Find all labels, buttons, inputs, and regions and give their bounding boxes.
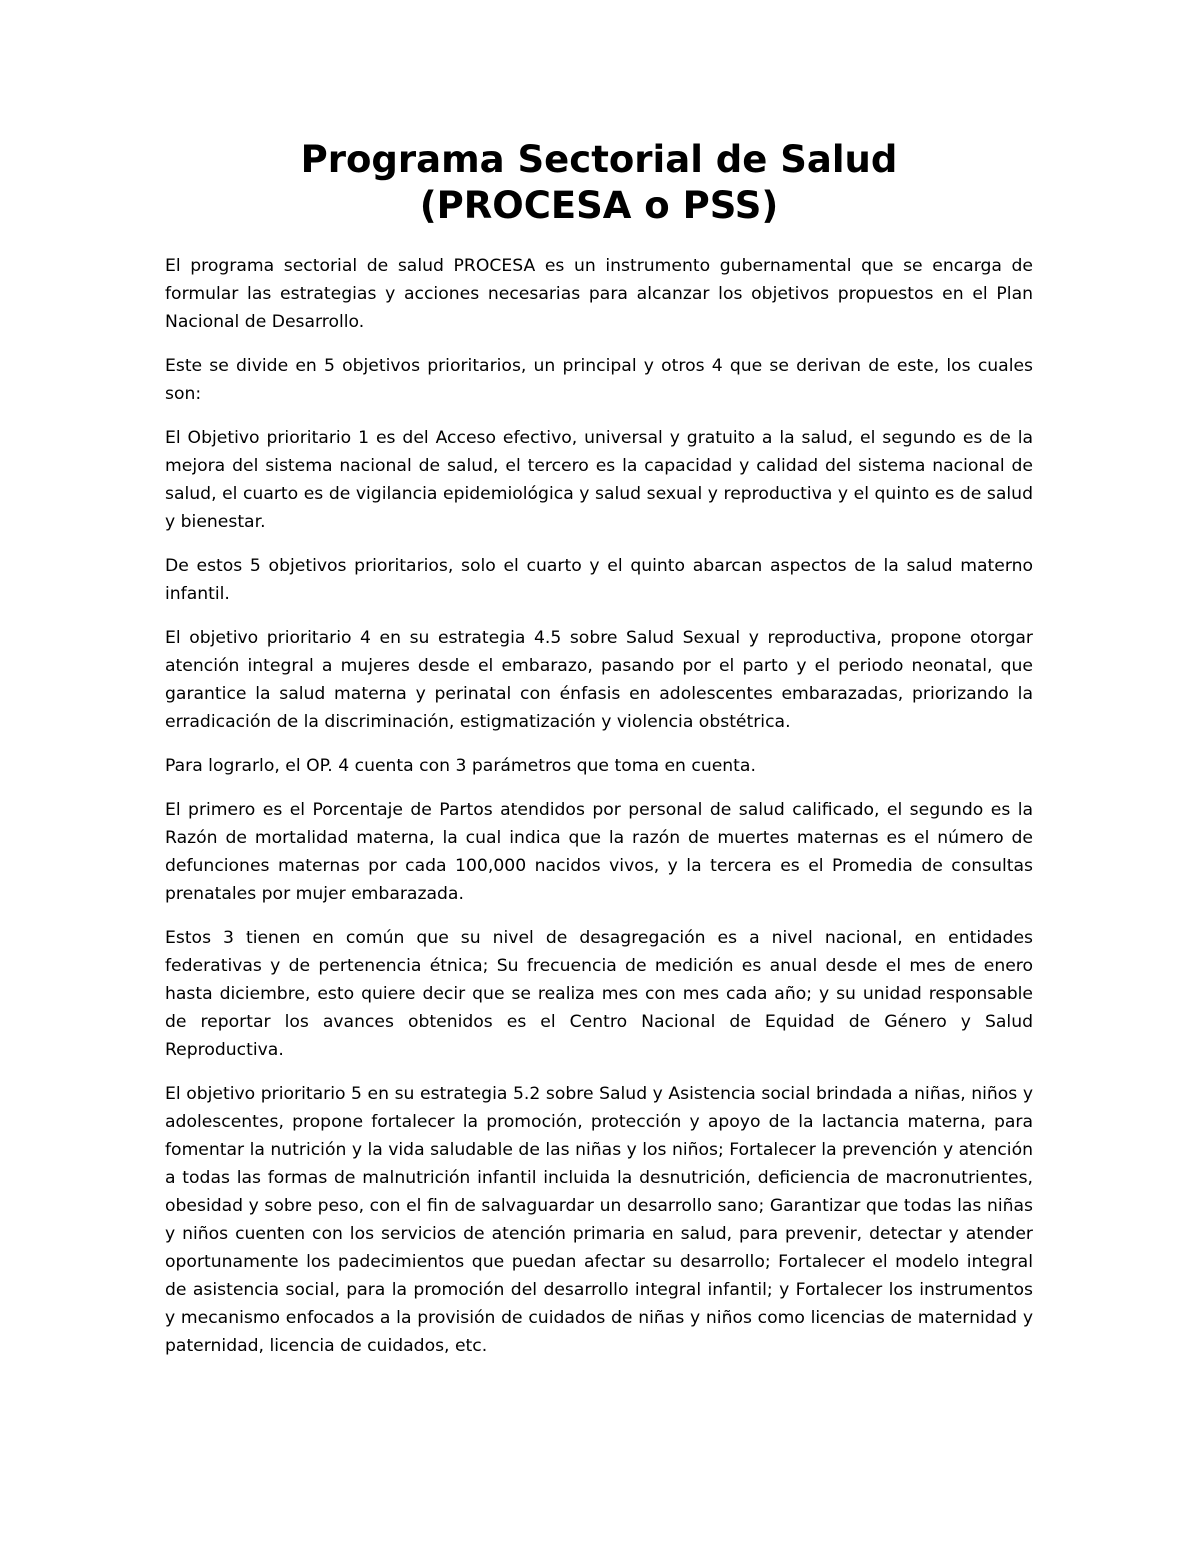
paragraph-parameters: Para lograrlo, el OP. 4 cuenta con 3 parámetros que toma en cuenta.: [165, 756, 756, 776]
paragraph-common-features: Estos 3 tienen en común que su nivel de desagregación es a nivel nacional, en entidades federativas y de pertenencia étnica; Su frecuencia de medición es anual desde el mes de enero hasta diciembre, esto quiere decir que se realiza mes con mes cada año; y su unidad responsable de reportar los avances obtenidos es el Centro Nacional de Equidad de Género y Salud Reproductiva.: [165, 928, 1033, 1060]
paragraph-objective-4: El objetivo prioritario 4 en su estrategia 4.5 sobre Salud Sexual y reproductiva, propone otorgar atención integral a mujeres desde el embarazo, pasando por el parto y el periodo neonatal, que garantice la salud materna y perinatal con énfasis en adolescentes embarazadas, priorizando la erradicación de la discriminación, estigmatización y violencia obstétrica.: [165, 628, 1033, 732]
document-body: [165, 252, 1033, 1376]
paragraph-objectives-list: El Objetivo prioritario 1 es del Acceso efectivo, universal y gratuito a la salud, el segundo es de la mejora del sistema nacional de salud, el tercero es la capacidad y calidad del sistema nacional de salud, el cuarto es de vigilancia epidemiológica y salud sexual y reproductiva y el quinto es de salud y bienestar.: [165, 428, 1033, 532]
title-line-1: Programa Sectorial de Salud: [300, 138, 898, 181]
paragraph-objectives-count: Este se divide en 5 objetivos prioritarios, un principal y otros 4 que se derivan de este, los cuales son:: [165, 356, 1033, 404]
document-title: [165, 137, 1033, 229]
title-line-2: (PROCESA o PSS): [419, 184, 779, 227]
paragraph-intro: El programa sectorial de salud PROCESA es un instrumento gubernamental que se encarga de formular las estrategias y acciones necesarias para alcanzar los objetivos propuestos en el Plan Nacional de Desarrollo.: [165, 256, 1033, 332]
paragraph-parameters-detail: El primero es el Porcentaje de Partos atendidos por personal de salud calificado, el segundo es la Razón de mortalidad materna, la cual indica que la razón de muertes maternas es el número de defunciones maternas por cada 100,000 nacidos vivos, y la tercera es el Promedia de consultas prenatales por mujer embarazada.: [165, 800, 1033, 904]
paragraph-maternal-scope: De estos 5 objetivos prioritarios, solo el cuarto y el quinto abarcan aspectos de la salud materno infantil.: [165, 556, 1033, 604]
paragraph-objective-5: El objetivo prioritario 5 en su estrategia 5.2 sobre Salud y Asistencia social brindada a niñas, niños y adolescentes, propone fortalecer la promoción, protección y apoyo de la lactancia materna, para fomentar la nutrición y la vida saludable de las niñas y los niños; Fortalecer la prevención y atención a todas las formas de malnutrición infantil incluida la desnutrición, deficiencia de macronutrientes, obesidad y sobre peso, con el fin de salvaguardar un desarrollo sano; Garantizar que todas las niñas y niños cuenten con los servicios de atención primaria en salud, para prevenir, detectar y atender oportunamente los padecimientos que puedan afectar su desarrollo; Fortalecer el modelo integral de asistencia social, para la promoción del desarrollo integral infantil; y Fortalecer los instrumentos y mecanismo enfocados a la provisión de cuidados de niñas y niños como licencias de maternidad y paternidad, licencia de cuidados, etc.: [165, 1084, 1033, 1356]
